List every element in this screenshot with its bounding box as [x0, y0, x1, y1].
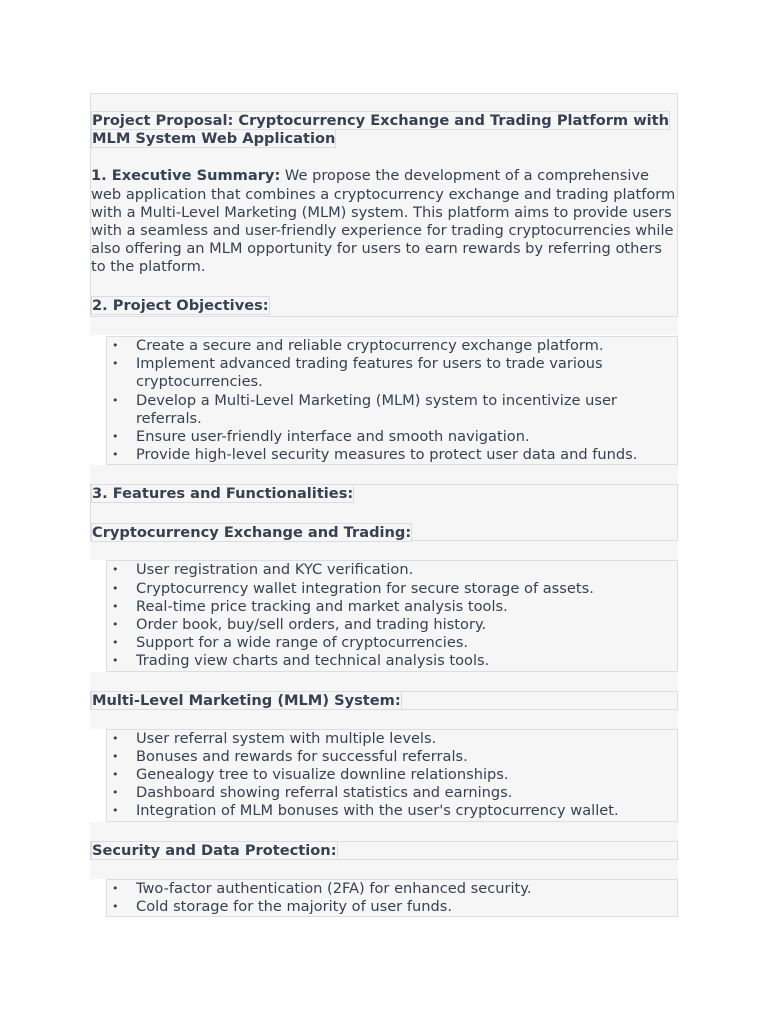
mlm-heading-text: Multi-Level Marketing (MLM) System:: [92, 691, 401, 709]
exchange-heading-text: Cryptocurrency Exchange and Trading:: [92, 523, 412, 541]
list-item: • Provide high-level security measures to protect user data and funds.: [107, 446, 677, 464]
spacer: [90, 541, 678, 560]
document-title-text: Project Proposal: Cryptocurrency Exchange and Trading Platform with MLM System Web Application: [92, 112, 670, 148]
features-heading-box: [90, 484, 678, 541]
security-heading-text: Security and Data Protection:: [92, 841, 337, 859]
mlm-heading: [91, 692, 677, 710]
executive-summary-label: 1. Executive Summary:: [91, 167, 281, 185]
security-list-box: [106, 879, 678, 917]
list-item: • Support for a wide range of cryptocurrencies.: [107, 634, 677, 652]
list-item: • User referral system with multiple levels.: [107, 730, 677, 748]
list-item: • Real-time price tracking and market analysis tools.: [107, 598, 677, 616]
objectives-heading-text: 2. Project Objectives:: [92, 296, 269, 314]
list-item: • Dashboard showing referral statistics and earnings.: [107, 784, 677, 802]
spacer: [90, 860, 678, 879]
executive-summary-text: We propose the development of a comprehensive web application that combines a cryptocurrency exchange and trading platform with a Multi-Level Marketing (MLM) system. This platform aims to provide users with a seamless and user-friendly experience for trading cryptocurrencies while also offering an MLM opportunity for users to earn rewards by referring others to the platform.: [91, 167, 676, 276]
exchange-list-box: [106, 560, 678, 671]
mlm-list-box: [106, 729, 678, 822]
objectives-list: [107, 337, 677, 464]
list-item: • Bonuses and rewards for successful referrals.: [107, 748, 677, 766]
security-heading-box: [90, 841, 678, 860]
spacer: [90, 672, 678, 691]
spacer: [90, 317, 678, 335]
exchange-heading: [91, 524, 677, 542]
list-item: • Cryptocurrency wallet integration for secure storage of assets.: [107, 580, 677, 598]
objectives-heading: [91, 297, 677, 315]
mlm-list: [107, 730, 677, 821]
objectives-list-box: [106, 336, 678, 465]
intro-section: [90, 93, 678, 317]
features-heading: [91, 485, 677, 503]
executive-summary: [91, 167, 677, 276]
spacer: [90, 710, 678, 729]
spacer: [90, 465, 678, 484]
list-item: • Develop a Multi-Level Marketing (MLM) system to incentivize user referrals.: [107, 392, 677, 428]
list-item: • Trading view charts and technical analysis tools.: [107, 652, 677, 670]
proposal-document: [90, 93, 678, 917]
list-item: • Implement advanced trading features for users to trade various cryptocurrencies.: [107, 355, 677, 391]
mlm-heading-box: [90, 691, 678, 710]
exchange-list: [107, 561, 677, 670]
spacer: [90, 822, 678, 841]
list-item: • Integration of MLM bonuses with the user's cryptocurrency wallet.: [107, 802, 677, 820]
list-item: • Genealogy tree to visualize downline relationships.: [107, 766, 677, 784]
list-item: • Create a secure and reliable cryptocurrency exchange platform.: [107, 337, 677, 355]
security-list: [107, 880, 677, 916]
document-title: [91, 112, 677, 148]
security-heading: [91, 842, 677, 860]
list-item: • Two-factor authentication (2FA) for enhanced security.: [107, 880, 677, 898]
list-item: • Cold storage for the majority of user funds.: [107, 898, 677, 916]
list-item: • Ensure user-friendly interface and smooth navigation.: [107, 428, 677, 446]
list-item: • Order book, buy/sell orders, and trading history.: [107, 616, 677, 634]
features-heading-text: 3. Features and Functionalities:: [92, 485, 354, 503]
list-item: • User registration and KYC verification.: [107, 561, 677, 579]
